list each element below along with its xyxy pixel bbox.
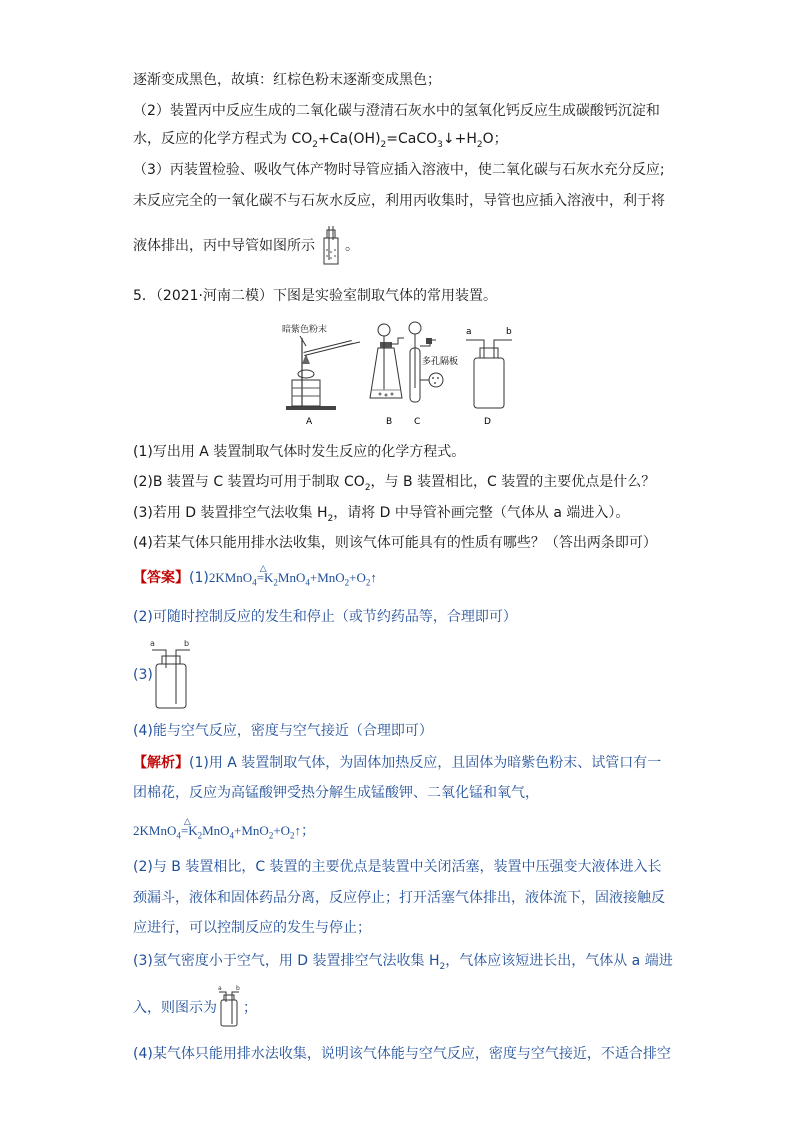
figure-label-a: a — [466, 327, 472, 337]
text-line: 水，反应的化学方程式为 $CO_2+Ca(OH)_2=CaCO_3↓+H_2O$； — [133, 131, 508, 150]
figure-label-B: B — [386, 417, 393, 427]
question-4: (4)若某气体只能用排水法收集，则该气体可能具有的性质有哪些？（答出两条即可） — [133, 535, 657, 551]
text-line: 逐渐变成黑色，故填：红棕色粉末逐渐变成黑色； — [133, 72, 441, 88]
question-2: (2)B 装置与 C 装置均可用于制取 $CO_2$，与 B 装置相比，C 装置的主要优点是什么？ — [133, 474, 656, 493]
analysis-5: 应进行，可以控制反应的发生与停止； — [133, 920, 371, 936]
answer-4: (4)能与空气反应，密度与空气接近（合理即可） — [133, 723, 433, 739]
text-line: 液体排出，丙中导管如图所示 。 — [133, 238, 359, 254]
figure-label-A: A — [306, 417, 313, 427]
svg-text:b: b — [236, 985, 240, 992]
question-1: (1)写出用 A 装置制取气体时发生反应的化学方程式。 — [133, 444, 466, 460]
svg-text:a: a — [218, 985, 222, 992]
text-line: （2）装置丙中反应生成的二氧化碳与澄清石灰水中的氢氧化钙反应生成碳酸钙沉淀和 — [133, 103, 660, 119]
analysis-4: 颈漏斗，液体和固体药品分离，反应停止；打开活塞气体排出，液体流下，固液接触反 — [133, 890, 665, 906]
figure-label-C: C — [414, 417, 421, 427]
answer-3-label: (3) — [133, 667, 153, 683]
analysis-equation: 2KMnO$_4$= △ $K_2MnO_4+MnO_2+O_2↑$； — [133, 816, 316, 841]
answer-tag: 【答案】 — [133, 570, 189, 586]
analysis-bottle-figure — [216, 984, 242, 1028]
answer-bottle-figure — [146, 638, 194, 710]
analysis-6: (3)氢气密度小于空气，用 D 装置排空气法收集 $H_2$，气体应该短进长出，气体从 a 端进 — [133, 953, 673, 972]
figure-label-b: b — [506, 327, 512, 337]
analysis-7: 入，则图示为 ； — [133, 1000, 257, 1016]
svg-text:b: b — [184, 639, 190, 648]
figure-label-plate: 多孔隔板 — [422, 357, 459, 367]
answer-1: 【答案】(1)2KMnO$_4$= △ $K_2MnO_4+MnO_2+O_2↑$ — [133, 563, 377, 588]
analysis-3: (2)与 B 装置相比，C 装置的主要优点是装置中关闭活塞，装置中压强变大液体进入长 — [133, 859, 662, 875]
analysis-tag: 【解析】 — [133, 755, 189, 771]
analysis-1: 【解析】(1)用 A 装置制取气体，为固体加热反应，且固体为暗紫色粉末、试管口有一 — [133, 755, 662, 771]
figure-label-D: D — [484, 417, 491, 427]
equation: 2KMnO$_4$= △ $K_2MnO_4+MnO_2+O_2↑$ — [208, 563, 377, 588]
analysis-2: 团棉花，反应为高锰酸钾受热分解生成锰酸钾、二氧化锰和氧气， — [133, 785, 539, 801]
svg-text:a: a — [150, 639, 155, 648]
figure-label-powder: 暗紫色粉末 — [282, 325, 328, 335]
answer-2: (2)可随时控制反应的发生和停止（或节约药品等，合理即可） — [133, 609, 517, 625]
apparatus-figure — [280, 318, 520, 430]
text-line: 未反应完全的一氧化碳不与石灰水反应，利用丙收集时，导管也应插入溶液中，利于将 — [133, 193, 665, 209]
analysis-8: (4)某气体只能用排水法收集，说明该气体能与空气反应，密度与空气接近，不适合排空 — [133, 1046, 671, 1062]
text-line: （3）丙装置检验、吸收气体产物时导管应插入溶液中，使二氧化碳与石灰水充分反应; — [133, 162, 665, 178]
question-title: 5．（2021·河南二模）下图是实验室制取气体的常用装置。 — [133, 288, 497, 304]
wash-bottle-figure — [318, 226, 346, 266]
question-3: (3)若用 D 装置排空气法收集 $H_2$，请将 D 中导管补画完整（气体从 a 端进入）。 — [133, 505, 630, 524]
